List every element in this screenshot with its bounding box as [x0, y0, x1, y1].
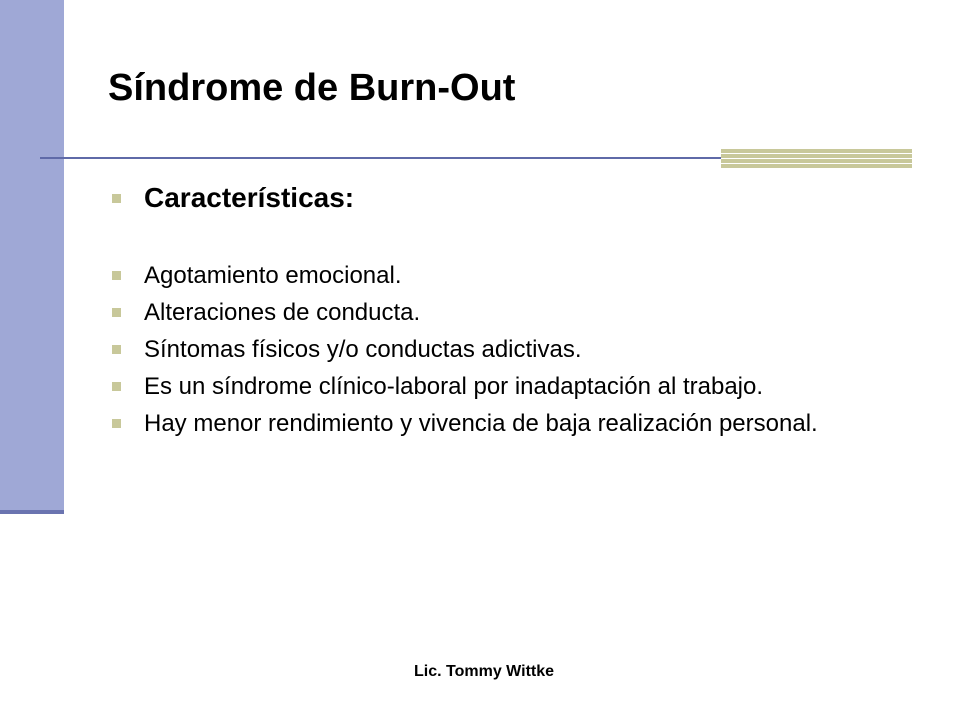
list-item-text: Síntomas físicos y/o conductas adictivas.: [144, 336, 582, 363]
list-item: [110, 260, 910, 291]
bullet-list: [110, 180, 910, 445]
list-item: [110, 297, 910, 328]
list-heading: [110, 180, 910, 216]
list-item: [110, 408, 910, 439]
square-bullet-icon: [112, 345, 121, 354]
side-accent-bar-shadow: [0, 510, 64, 514]
footer-author: Lic. Tommy Wittke: [414, 663, 555, 680]
square-bullet-icon: [112, 382, 121, 391]
square-bullet-icon: [112, 308, 121, 317]
list-item-text: Hay menor rendimiento y vivencia de baja realización personal.: [144, 410, 818, 437]
list-item-text: Agotamiento emocional.: [144, 262, 402, 289]
slide-title: Síndrome de Burn-Out: [108, 67, 516, 109]
list-item-text: Es un síndrome clínico-laboral por inadaptación al trabajo.: [144, 373, 764, 400]
square-bullet-icon: [112, 194, 121, 203]
list-item: [110, 334, 910, 365]
list-item: [110, 371, 910, 402]
square-bullet-icon: [112, 271, 121, 280]
divider-accent: [721, 149, 912, 169]
side-accent-bar: [0, 0, 64, 514]
list-item-text: Alteraciones de conducta.: [144, 299, 421, 326]
list-heading-text: Características:: [144, 182, 355, 213]
square-bullet-icon: [112, 419, 121, 428]
